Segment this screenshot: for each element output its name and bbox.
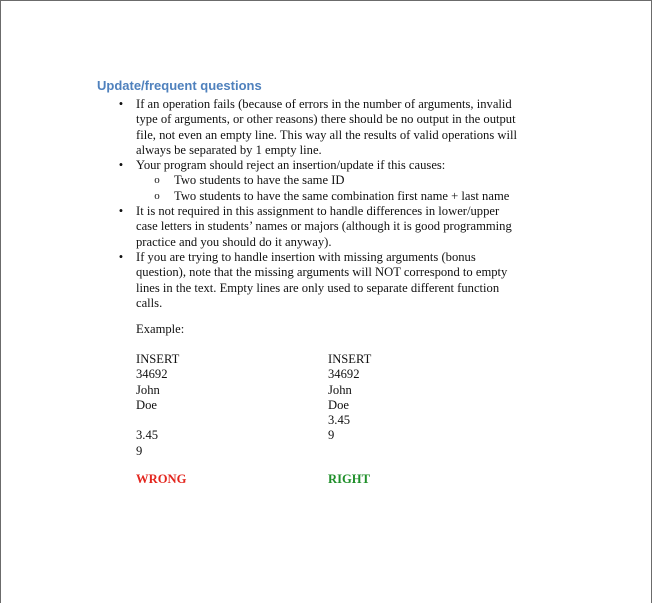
example-label: Example:	[136, 322, 185, 336]
bullet-line: It is not required in this assignment to handle differences in lower/upper	[136, 204, 500, 219]
bullet-list	[116, 97, 566, 311]
sub-bullet-line: Two students to have the same combination first name + last name	[174, 188, 510, 203]
sub-bullet-item-1	[116, 173, 566, 188]
sub-bullet-item-2	[116, 189, 566, 204]
bullet-line: type of arguments, or other reasons) there should be no output in the output	[136, 112, 516, 127]
bullet-item-3	[116, 204, 566, 250]
bullet-line: calls.	[136, 295, 163, 310]
example-line: Doe	[136, 397, 157, 412]
bullet-item-4	[116, 250, 566, 311]
example-line: 9	[136, 443, 143, 458]
circle-bullet-icon: o	[154, 189, 160, 202]
right-label: RIGHT	[328, 472, 370, 486]
wrong-example-block	[136, 352, 179, 459]
bullet-icon: •	[118, 204, 124, 219]
wrong-label: WRONG	[136, 472, 187, 486]
example-line: INSERT	[328, 352, 372, 366]
bullet-line: If you are trying to handle insertion with missing arguments (bonus	[136, 249, 476, 264]
example-line: 34692	[328, 367, 360, 382]
bullet-line: question), note that the missing arguments will NOT correspond to empty	[136, 265, 508, 280]
section-heading: Update/frequent questions	[97, 78, 262, 93]
bullet-line: case letters in students’ names or majors (although it is good programming	[136, 219, 512, 234]
bullet-icon: •	[118, 249, 124, 264]
bullet-line: lines in the text. Empty lines are only used to separate different function	[136, 280, 500, 295]
bullet-line: Your program should reject an insertion/update if this causes:	[136, 158, 446, 173]
example-line: INSERT	[136, 352, 180, 366]
bullet-item-2	[116, 158, 566, 173]
bullet-line: If an operation fails (because of errors in the number of arguments, invalid	[136, 97, 512, 111]
example-line: Doe	[328, 397, 349, 412]
circle-bullet-icon: o	[154, 174, 160, 187]
sub-bullet-line: Two students to have the same ID	[174, 173, 345, 188]
example-line: 9	[328, 428, 335, 443]
example-line: 3.45	[136, 428, 159, 443]
bullet-line: practice and you should do it anyway).	[136, 234, 332, 249]
bullet-line: file, not even an empty line. This way all the results of valid operations will	[136, 127, 517, 142]
example-line: John	[328, 382, 352, 397]
right-example-block	[328, 352, 371, 444]
bullet-icon: •	[118, 97, 124, 111]
example-line: 3.45	[328, 413, 351, 428]
example-line: John	[136, 382, 160, 397]
empty-line	[136, 413, 179, 428]
example-line: 34692	[136, 367, 168, 382]
bullet-icon: •	[118, 158, 124, 173]
bullet-line: always be separated by 1 empty line.	[136, 142, 322, 157]
bullet-item-1	[116, 97, 566, 158]
